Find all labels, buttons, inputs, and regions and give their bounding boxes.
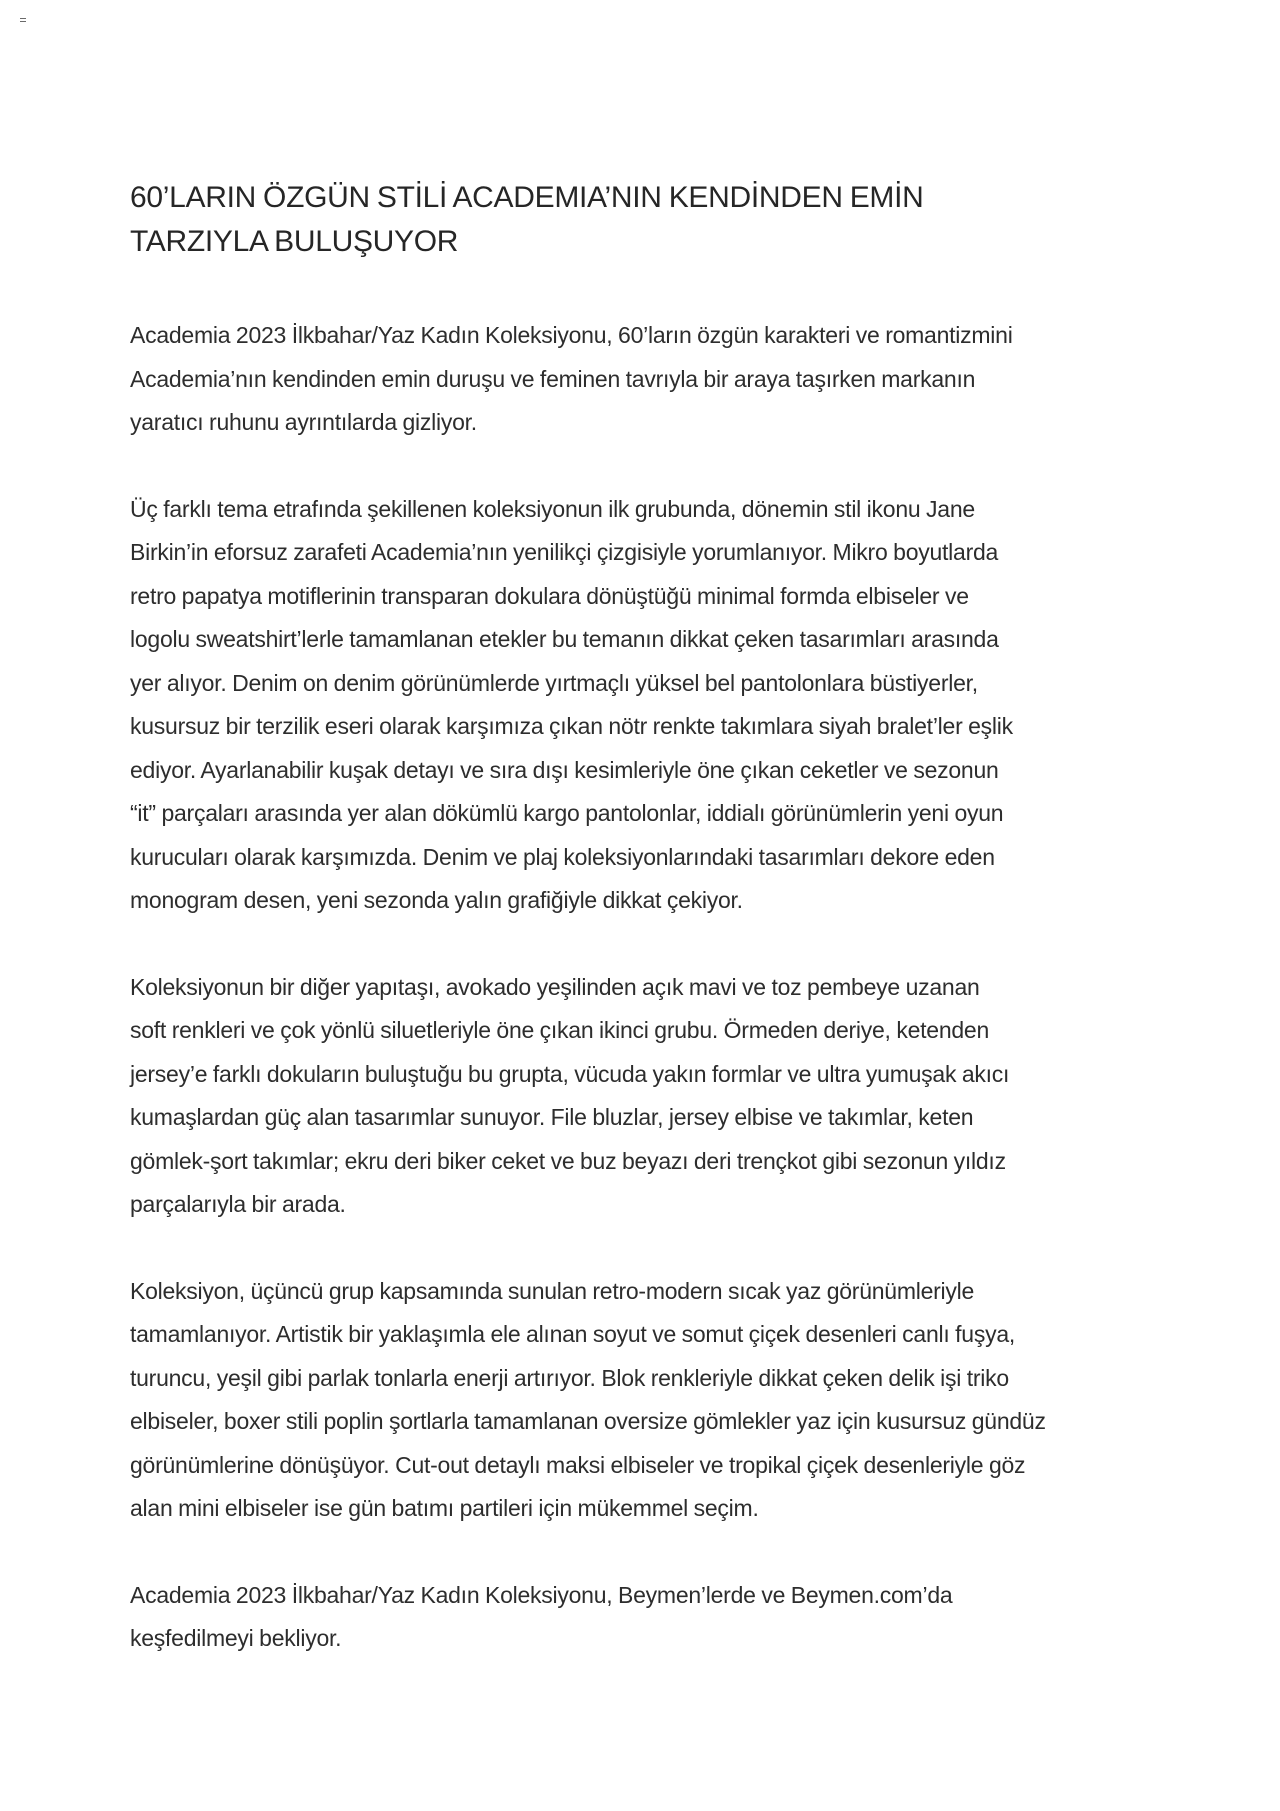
body-text <box>130 314 1170 1661</box>
paragraph-first-group <box>130 488 1170 923</box>
text-line: Koleksiyonun bir diğer yapıtaşı, avokado yeşilinden açık mavi ve toz pembeye uzanan <box>130 973 980 1000</box>
paragraph-intro <box>130 314 1170 445</box>
text-line: soft renkleri ve çok yönlü siluetleriyle öne çıkan ikinci grubu. Örmeden deriye, ketenden <box>130 1017 989 1043</box>
paragraph-closing <box>130 1574 1170 1661</box>
text-line: parçalarıyla bir arada. <box>130 1191 346 1217</box>
menu-lines-icon <box>20 18 28 26</box>
text-line: alan mini elbiseler ise gün batımı partileri için mükemmel seçim. <box>130 1495 759 1521</box>
text-line: yer alıyor. Denim on denim görünümlerde yırtmaçlı yüksel bel pantolonlara büstiyerler, <box>130 669 978 696</box>
text-line: Academia’nın kendinden emin duruşu ve feminen tavrıyla bir araya taşırken markanın <box>130 365 976 392</box>
text-line: jersey’e farklı dokuların buluştuğu bu grupta, vücuda yakın formlar ve ultra yumuşak akıcı <box>130 1060 1010 1087</box>
text-line: ediyor. Ayarlanabilir kuşak detayı ve sıra dışı kesimleriyle öne çıkan ceketler ve sezonun <box>130 756 999 783</box>
text-line: “it” parçaları arasında yer alan dökümlü kargo pantolonlar, iddialı görünümlerin yeni oyun <box>130 800 1004 826</box>
text-line: Academia 2023 İlkbahar/Yaz Kadın Koleksiyonu, 60’ların özgün karakteri ve romantizmini <box>130 322 1013 348</box>
text-line: tamamlanıyor. Artistik bir yaklaşımla ele alınan soyut ve somut çiçek desenleri canlı fuşya, <box>130 1321 1016 1347</box>
text-line: Koleksiyon, üçüncü grup kapsamında sunulan retro-modern sıcak yaz görünümleriyle <box>130 1277 975 1304</box>
text-line: Birkin’in eforsuz zarafeti Academia’nın yenilikçi çizgisiyle yorumlanıyor. Mikro boyutlarda <box>130 539 999 565</box>
title-line: TARZIYLA BULUŞUYOR <box>130 225 459 258</box>
text-line: turuncu, yeşil gibi parlak tonlarla enerji artırıyor. Blok renkleriyle dikkat çeken delik işi triko <box>130 1364 1009 1391</box>
text-line: yaratıcı ruhunu ayrıntılarda gizliyor. <box>130 409 477 435</box>
press-release-page <box>130 176 1170 1704</box>
text-line: logolu sweatshirt’lerle tamamlanan etekler bu temanın dikkat çeken tasarımları arasında <box>130 626 999 652</box>
paragraph-second-group <box>130 966 1170 1227</box>
text-line: görünümlerine dönüşüyor. Cut-out detaylı maksi elbiseler ve tropikal çiçek desenleriyle göz <box>130 1451 1026 1478</box>
text-line: gömlek-şort takımlar; ekru deri biker ceket ve buz beyazı deri trençkot gibi sezonun yıldız <box>130 1147 1006 1174</box>
text-line: kurucuları olarak karşımızda. Denim ve plaj koleksiyonlarındaki tasarımları dekore eden <box>130 843 995 870</box>
text-line: retro papatya motiflerinin transparan dokulara dönüştüğü minimal formda elbiseler ve <box>130 582 969 609</box>
text-line: kumaşlardan güç alan tasarımlar sunuyor. File bluzlar, jersey elbise ve takımlar, keten <box>130 1104 974 1130</box>
text-line: monogram desen, yeni sezonda yalın grafiğiyle dikkat çekiyor. <box>130 887 743 913</box>
text-line: Üç farklı tema etrafında şekillenen koleksiyonun ilk grubunda, dönemin stil ikonu Jane <box>130 495 975 522</box>
title-line: 60’LARIN ÖZGÜN STİLİ ACADEMIA’NIN KENDİNDEN EMİN <box>130 181 924 214</box>
text-line: Academia 2023 İlkbahar/Yaz Kadın Koleksiyonu, Beymen’lerde ve Beymen.com’da <box>130 1581 953 1608</box>
text-line: keşfedilmeyi bekliyor. <box>130 1625 342 1651</box>
paragraph-third-group <box>130 1270 1170 1531</box>
text-line: kusursuz bir terzilik eseri olarak karşımıza çıkan nötr renkte takımlara siyah bralet’ler eşlik <box>130 713 1013 739</box>
text-line: elbiseler, boxer stili poplin şortlarla tamamlanan oversize gömlekler yaz için kusursuz gündüz <box>130 1408 1046 1434</box>
page-title <box>130 176 1170 264</box>
